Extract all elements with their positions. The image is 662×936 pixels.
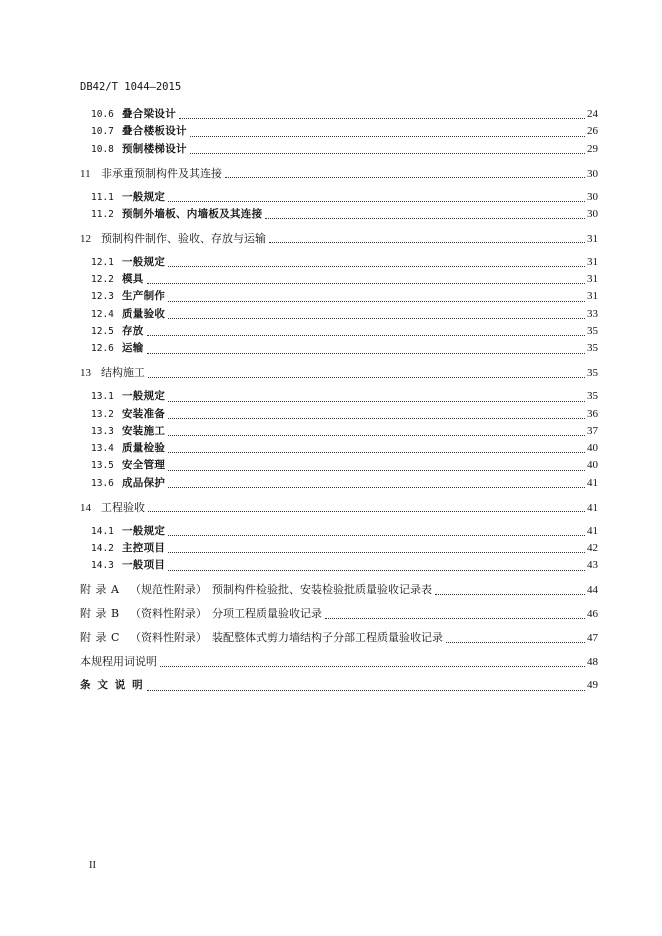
toc-entry-number: 13 (80, 367, 91, 380)
toc-entry-title: 结构施工 (101, 366, 145, 380)
toc-entry-title: 预制构件检验批、安装检验批质量验收记录表 (212, 583, 432, 597)
toc-entry-title: 安全管理 (122, 459, 166, 472)
toc-entry-page: 33 (587, 307, 598, 320)
toc-entry-sub (80, 323, 598, 340)
toc-entry-sub (80, 206, 598, 223)
toc-entry-sub (80, 475, 598, 492)
toc-entry-sub (80, 340, 598, 357)
dot-leader (168, 435, 585, 436)
dot-leader (168, 535, 585, 536)
toc-entry-number: 附 录 C (80, 631, 120, 645)
toc-entry-sub (80, 306, 598, 323)
dot-leader (147, 353, 585, 354)
toc-entry-number: 14.2 (91, 543, 114, 555)
dot-leader (179, 118, 585, 119)
toc-entry-page: 41 (587, 501, 598, 514)
toc-entry-page: 41 (587, 476, 598, 489)
toc-entry-page: 43 (587, 559, 598, 572)
dot-leader (168, 452, 585, 453)
toc-entry-title: 本规程用词说明 (80, 655, 157, 669)
toc-entry-page: 49 (587, 679, 598, 692)
dot-leader (168, 318, 585, 319)
toc-entry-title: 一般项目 (122, 559, 166, 572)
toc-entry-chapter (80, 499, 598, 516)
toc-entry-sub (80, 406, 598, 423)
dot-leader (168, 401, 585, 402)
toc-entry-number: 10.6 (91, 109, 114, 120)
toc-entry-page: 29 (587, 142, 598, 155)
toc-entry-page: 36 (587, 407, 598, 420)
toc-entry-title: 预制外墙板、内墙板及其连接 (122, 207, 263, 220)
toc-entry-title: 一般规定 (122, 190, 166, 203)
toc-entry-number: 10.7 (91, 126, 114, 138)
toc-entry-number: 14 (80, 501, 91, 514)
toc-entry-page: 30 (587, 167, 598, 180)
toc-entry-sub (80, 423, 598, 440)
toc-entry-title: 模具 (122, 273, 144, 286)
toc-entry-number: 12.6 (91, 343, 114, 355)
dot-leader (148, 377, 585, 378)
document-code-header: DB42/T 1044—2015 (80, 81, 182, 93)
toc-entry-title: 主控项目 (122, 542, 166, 555)
toc-entry-number: 附 录 A (80, 583, 120, 597)
toc-entry-title: 装配整体式剪力墙结构子分部工程质量验收记录 (212, 631, 443, 645)
toc-entry-number: 13.2 (91, 408, 114, 420)
toc-entry-page: 44 (587, 584, 598, 597)
toc-entry-number: 12.2 (91, 274, 114, 286)
toc-entry-title: 非承重预制构件及其连接 (101, 166, 222, 180)
toc-entry-page: 42 (587, 542, 598, 555)
dot-leader (190, 136, 585, 137)
toc-entry-title: 分项工程质量验收记录 (212, 607, 322, 621)
toc-entry-number: 13.3 (91, 425, 114, 437)
toc-entry-page: 31 (587, 290, 598, 303)
toc-entry-number: 13.6 (91, 477, 114, 489)
dot-leader (168, 301, 585, 302)
dot-leader (225, 177, 585, 178)
toc-entry-title: 一般规定 (122, 524, 166, 537)
dot-leader (147, 283, 585, 284)
toc-entry-page: 30 (587, 190, 598, 203)
toc-entry-bold (80, 677, 598, 694)
toc-entry-appendix (80, 629, 598, 646)
toc-entry-page: 48 (587, 656, 598, 669)
toc-entry-sub (80, 189, 598, 206)
toc-entry-page: 40 (587, 442, 598, 455)
toc-entry-title: 安装施工 (122, 424, 166, 437)
toc-entry-title: 预制楼梯设计 (122, 142, 187, 155)
toc-entry-chapter (80, 230, 598, 247)
toc-entry-sub (80, 123, 598, 140)
toc-entry-number: 11 (80, 167, 91, 180)
toc-entry-number: 11.2 (91, 208, 114, 220)
toc-entry-number: 12 (80, 232, 91, 245)
toc-appendix-kind: （资料性附录） (130, 631, 207, 645)
toc-entry-title: 生产制作 (122, 290, 166, 303)
dot-leader (147, 690, 585, 691)
toc-entry-page: 30 (587, 207, 598, 220)
toc-entry-number: 14.3 (91, 560, 114, 572)
toc-entry-page: 37 (587, 424, 598, 437)
dot-leader (168, 470, 585, 471)
dot-leader (190, 153, 585, 154)
toc-entry-title: 工程验收 (101, 500, 145, 514)
toc-entry-number: 13.4 (91, 443, 114, 455)
toc-entry-sub (80, 457, 598, 474)
toc-entry-title: 质量检验 (122, 442, 166, 455)
toc-entry-number: 12.4 (91, 308, 114, 320)
toc-entry-page: 35 (587, 325, 598, 338)
toc-entry-number: 10.8 (91, 143, 114, 155)
toc-entry-title: 存放 (122, 325, 144, 338)
dot-leader (148, 511, 585, 512)
toc-list (80, 106, 598, 701)
toc-entry-title: 安装准备 (122, 407, 166, 420)
toc-entry-plain (80, 653, 598, 670)
dot-leader (147, 335, 585, 336)
toc-entry-number: 14.1 (91, 525, 114, 537)
toc-entry-appendix (80, 605, 598, 622)
toc-entry-sub (80, 540, 598, 557)
toc-entry-page: 26 (587, 125, 598, 138)
dot-leader (435, 594, 585, 595)
toc-entry-page: 46 (587, 608, 598, 621)
toc-entry-page: 41 (587, 524, 598, 537)
toc-entry-chapter (80, 165, 598, 182)
toc-entry-sub (80, 141, 598, 158)
toc-appendix-kind: （资料性附录） (130, 607, 207, 621)
dot-leader (168, 266, 585, 267)
dot-leader (168, 552, 585, 553)
toc-entry-title: 成品保护 (122, 476, 166, 489)
dot-leader (446, 642, 585, 643)
toc-entry-title: 预制构件制作、验收、存放与运输 (101, 231, 266, 245)
dot-leader (265, 218, 585, 219)
toc-entry-sub (80, 440, 598, 457)
toc-entry-page: 31 (587, 273, 598, 286)
toc-entry-page: 40 (587, 459, 598, 472)
toc-entry-number: 13.5 (91, 460, 114, 472)
dot-leader (160, 666, 585, 667)
toc-entry-title: 一般规定 (122, 390, 166, 403)
toc-entry-title: 叠合楼板设计 (122, 125, 187, 138)
toc-entry-number: 12.5 (91, 326, 114, 338)
toc-entry-number: 13.1 (91, 391, 114, 403)
dot-leader (168, 570, 585, 571)
dot-leader (168, 487, 585, 488)
toc-entry-title: 一般规定 (122, 255, 166, 268)
dot-leader (269, 242, 585, 243)
toc-entry-title: 质量验收 (122, 307, 166, 320)
toc-entry-page: 24 (587, 108, 598, 120)
toc-entry-appendix (80, 581, 598, 598)
toc-entry-sub (80, 254, 598, 271)
toc-entry-number: 12.3 (91, 291, 114, 303)
toc-entry-page: 31 (587, 232, 598, 245)
dot-leader (168, 201, 585, 202)
toc-entry-number: 11.1 (91, 191, 114, 203)
toc-entry-chapter (80, 364, 598, 381)
toc-entry-page: 35 (587, 390, 598, 403)
dot-leader (168, 418, 585, 419)
dot-leader (325, 618, 585, 619)
toc-entry-number: 12.1 (91, 256, 114, 268)
toc-entry-page: 35 (587, 367, 598, 380)
toc-entry-sub (80, 388, 598, 405)
toc-entry-sub (80, 557, 598, 574)
page-number: II (89, 860, 96, 871)
toc-entry-title: 条 文 说 明 (80, 679, 145, 692)
toc-entry-sub (80, 271, 598, 288)
toc-entry-number: 附 录 B (80, 607, 120, 621)
toc-entry-sub (80, 523, 598, 540)
toc-appendix-kind: （规范性附录） (130, 583, 207, 597)
toc-entry-sub (80, 288, 598, 305)
toc-entry-page: 35 (587, 342, 598, 355)
toc-entry-title: 叠合梁设计 (122, 108, 176, 120)
toc-entry-sub (80, 106, 598, 123)
toc-entry-page: 47 (587, 632, 598, 645)
toc-entry-title: 运输 (122, 342, 144, 355)
toc-entry-page: 31 (587, 255, 598, 268)
